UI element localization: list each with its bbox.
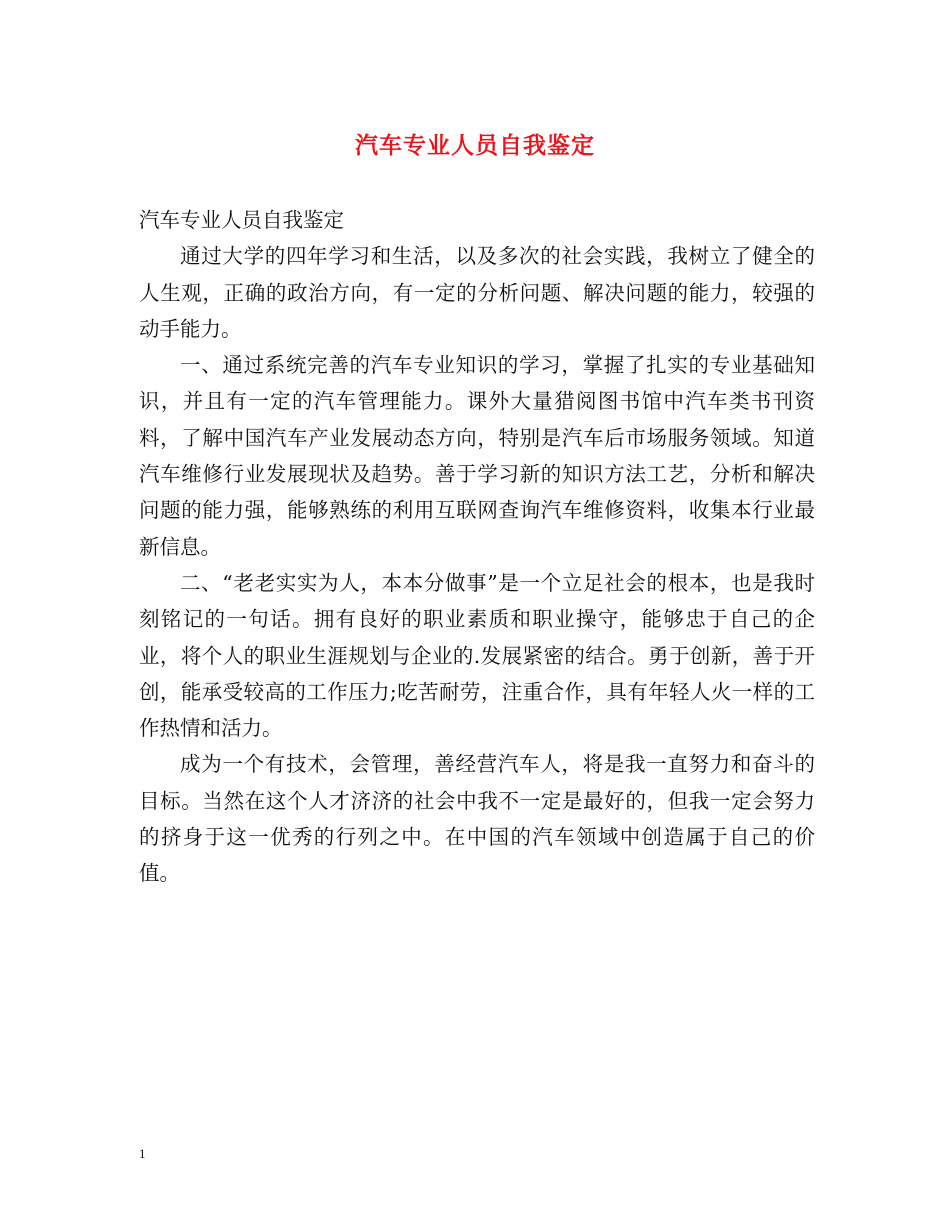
document-title: 汽车专业人员自我鉴定 <box>355 132 595 159</box>
paragraph-section-two: 二、“老老实实为人，本本分做事”是一个立足社会的根本，也是我时刻铭记的一句话。拥有良好的职业素质和职业操守，能够忠于自己的企业，将个人的职业生涯规划与企业的.发展紧密的结合。勇于创新，善于开创，能承受较高的工作压力;吃苦耐劳，注重合作，具有年轻人火一样的工作热情和活力。 <box>139 570 815 741</box>
document-body <box>139 202 815 892</box>
subtitle-line: 汽车专业人员自我鉴定 <box>139 208 344 232</box>
paragraph-conclusion: 成为一个有技术，会管理，善经营汽车人，将是我一直努力和奋斗的目标。当然在这个人才济济的社会中我不一定是最好的，但我一定会努力的挤身于这一优秀的行列之中。在中国的汽车领域中创造属于自己的价值。 <box>139 752 815 886</box>
page-number: 1 <box>139 1146 146 1161</box>
paragraph-section-one: 一、通过系统完善的汽车专业知识的学习，掌握了扎实的专业基础知识，并且有一定的汽车管理能力。课外大量猎阅图书馆中汽车类书刊资料，了解中国汽车产业发展动态方向，特别是汽车后市场服务领域。知道汽车维修行业发展现状及趋势。善于学习新的知识方法工艺，分析和解决问题的能力强，能够熟练的利用互联网查询汽车维修资料，收集本行业最新信息。 <box>139 353 815 559</box>
paragraph-intro: 通过大学的四年学习和生活，以及多次的社会实践，我树立了健全的人生观，正确的政治方向，有一定的分析问题、解决问题的能力，较强的动手能力。 <box>139 244 815 341</box>
